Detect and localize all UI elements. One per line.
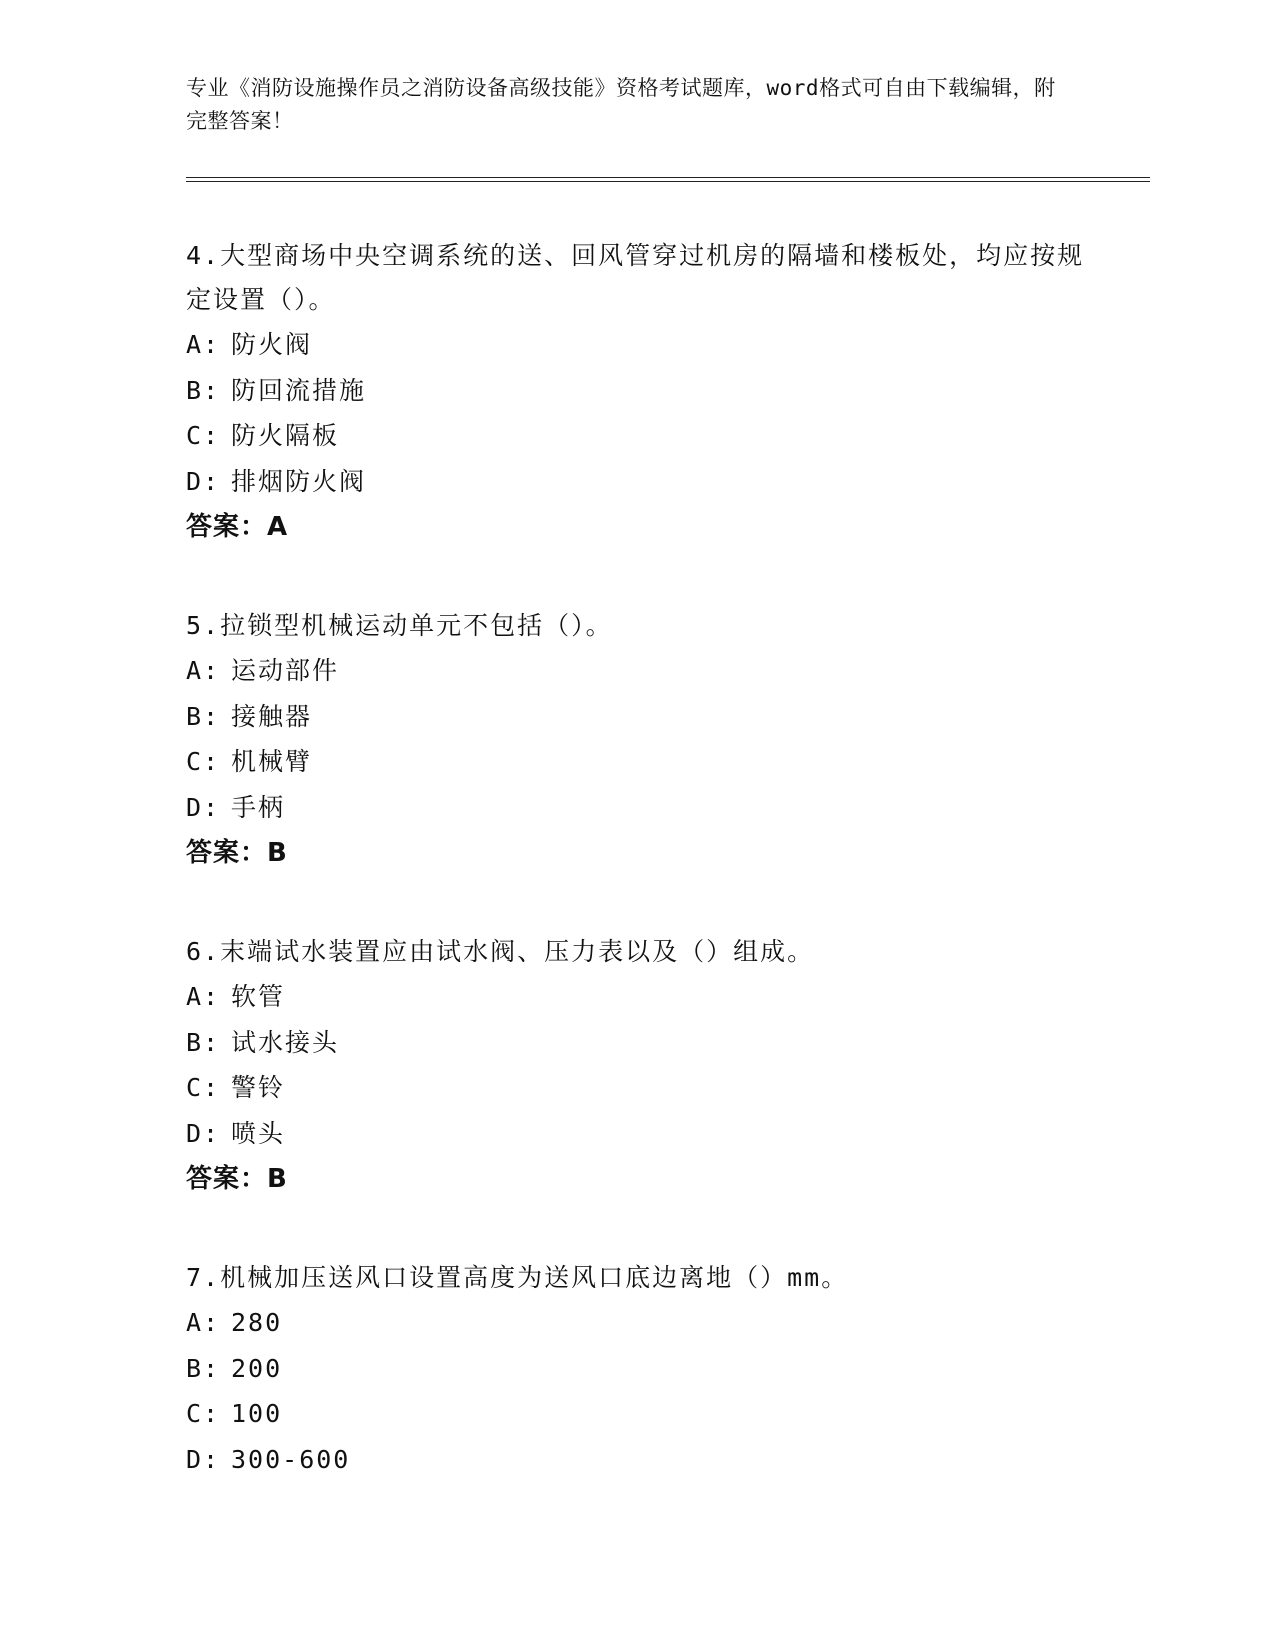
header-divider — [186, 177, 1150, 182]
answer-label: 答案：B — [186, 1164, 288, 1194]
question-6 — [186, 930, 1086, 1202]
question-stem: 4.大型商场中央空调系统的送、回风管穿过机房的隔墙和楼板处，均应按规定设置（）。 — [186, 241, 1085, 314]
option-letter: C: — [186, 421, 221, 450]
option-c — [186, 1391, 1086, 1437]
option-text: 防回流措施 — [231, 375, 367, 405]
option-b — [186, 1020, 1086, 1066]
option-text: 运动部件 — [231, 656, 340, 685]
option-b — [186, 368, 1086, 414]
option-a — [186, 974, 1086, 1020]
option-letter: A: — [186, 656, 221, 685]
question-5 — [186, 604, 1086, 876]
option-letter: D: — [186, 1444, 221, 1474]
option-a — [186, 1300, 1086, 1346]
option-d — [186, 1437, 1086, 1483]
option-letter: A: — [186, 330, 221, 359]
option-text: 300-600 — [231, 1444, 351, 1474]
option-text: 280 — [231, 1308, 283, 1337]
option-c — [186, 739, 1086, 785]
document-header: 专业《消防设施操作员之消防设备高级技能》资格考试题库，word格式可自由下载编辑，附完整答案！ — [186, 76, 1056, 133]
option-text: 200 — [231, 1353, 283, 1383]
option-letter: D: — [186, 792, 221, 822]
option-letter: C: — [186, 1073, 221, 1102]
option-c — [186, 1065, 1086, 1111]
option-a — [186, 322, 1086, 368]
option-text: 接触器 — [231, 701, 313, 731]
question-stem: 6.末端试水装置应由试水阀、压力表以及（）组成。 — [186, 937, 815, 966]
option-c — [186, 413, 1086, 459]
option-text: 防火隔板 — [231, 421, 340, 450]
option-b — [186, 694, 1086, 740]
question-7 — [186, 1256, 1086, 1482]
option-text: 喷头 — [231, 1118, 286, 1148]
option-text: 软管 — [231, 982, 286, 1011]
option-b — [186, 1346, 1086, 1392]
question-list — [186, 234, 1086, 1536]
option-text: 试水接头 — [231, 1027, 340, 1057]
answer-label: 答案：A — [186, 512, 289, 542]
question-stem: 7.机械加压送风口设置高度为送风口底边离地（）mm。 — [186, 1263, 849, 1292]
option-letter: D: — [186, 1118, 221, 1148]
option-letter: B: — [186, 1027, 221, 1057]
option-text: 手柄 — [231, 792, 286, 822]
option-letter: B: — [186, 701, 221, 731]
option-letter: D: — [186, 466, 221, 496]
option-text: 100 — [231, 1399, 283, 1428]
option-text: 防火阀 — [231, 330, 313, 359]
option-letter: C: — [186, 1399, 221, 1428]
option-letter: A: — [186, 1308, 221, 1337]
option-d — [186, 459, 1086, 505]
option-letter: B: — [186, 375, 221, 405]
option-a — [186, 648, 1086, 694]
answer-label: 答案：B — [186, 838, 288, 868]
option-text: 机械臂 — [231, 747, 313, 776]
option-letter: B: — [186, 1353, 221, 1383]
option-text: 警铃 — [231, 1073, 286, 1102]
option-letter: C: — [186, 747, 221, 776]
option-d — [186, 1111, 1086, 1157]
question-4 — [186, 234, 1086, 550]
option-text: 排烟防火阀 — [231, 466, 367, 496]
option-d — [186, 785, 1086, 831]
option-letter: A: — [186, 982, 221, 1011]
question-stem: 5.拉锁型机械运动单元不包括（）。 — [186, 611, 613, 640]
